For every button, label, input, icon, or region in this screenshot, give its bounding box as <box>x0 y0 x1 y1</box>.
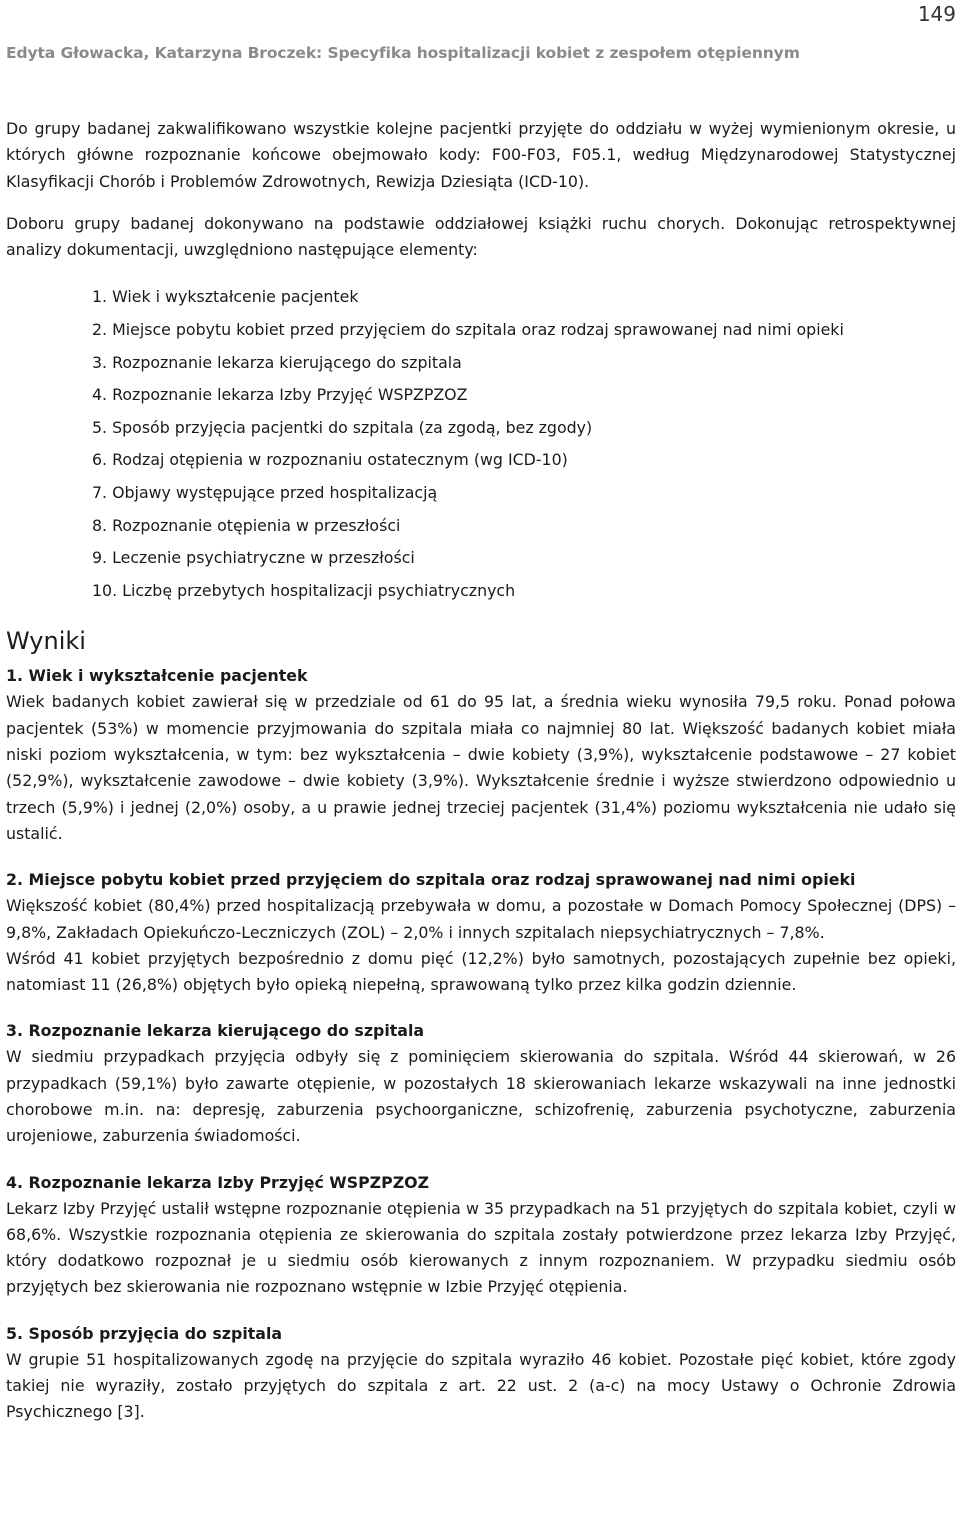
header-authors: Edyta Głowacka, Katarzyna Broczek: <box>6 44 323 62</box>
results-section-referral-diagnosis <box>6 1018 956 1149</box>
list-item: 8. Rozpoznanie otępienia w przeszłości <box>92 515 401 535</box>
list-item: 5. Sposób przyjęcia pacjentki do szpitala (za zgodą, bez zgody) <box>92 417 593 437</box>
analyzed-elements-list <box>6 281 956 607</box>
section-paragraph: Wiek badanych kobiet zawierał się w przedziale od 61 do 95 lat, a średnia wieku wynosiła 79,5 roku. Ponad połowa pacjentek (53%) w momencie przyjmowania do szpitala miała co najmniej 80 lat. Większość badanych kobiet miała niski poziom wykształcenia, w tym: bez wykształcenia – dwie kobiety (3,9%), wykształcenie podstawowe – 27 kobiet (52,9%), wykształcenie zawodowe – dwie kobiety (3,9%). Wykształcenie średnie i wyższe stwierdzono odpowiednio u trzech (5,9%) i jednej (2,0%) osoby, a u prawie jednej trzeciej pacjentek (31,4%) poziomu wykształcenia nie udało się ustalić. <box>6 692 956 843</box>
list-item: 9. Leczenie psychiatryczne w przeszłości <box>92 548 415 568</box>
list-item: 3. Rozpoznanie lekarza kierującego do szpitala <box>92 352 462 372</box>
section-paragraph: W siedmiu przypadkach przyjęcia odbyły się z pominięciem skierowania do szpitala. Wśród 44 skierowań, w 26 przypadkach (59,1%) było zawarte otępienie, w pozostałych 18 skierowaniach lekarze wskazywali na inne jednostki chorobowe m.in. na: depresję, zaburzenia psychoorganiczne, schizofrenię, zaburzenia psychotyczne, zaburzenia urojeniowe, zaburzenia świadomości. <box>6 1047 956 1146</box>
section-heading: 2. Miejsce pobytu kobiet przed przyjęciem do szpitala oraz rodzaj sprawowanej nad nimi opieki <box>6 870 856 890</box>
section-paragraph: W grupie 51 hospitalizowanych zgodę na przyjęcie do szpitala wyraziło 46 kobiet. Pozostałe pięć kobiet, które zgody takiej nie wyraziły, zostało przyjętych do szpitala z art. 22 ust. 2 (a-c) na mocy Ustawy o Ochronie Zdrowia Psychicznego [3]. <box>6 1349 956 1422</box>
list-item: 7. Objawy występujące przed hospitalizacją <box>92 483 438 503</box>
results-heading: Wyniki <box>6 627 86 656</box>
page-number: 149 <box>917 2 956 26</box>
results-section-age-education <box>6 663 956 847</box>
list-item: 6. Rodzaj otępienia w rozpoznaniu ostatecznym (wg ICD-10) <box>92 450 568 470</box>
article-body <box>6 116 956 1426</box>
section-heading: 1. Wiek i wykształcenie pacjentek <box>6 666 308 686</box>
list-item: 10. Liczbę przebytych hospitalizacji psychiatrycznych <box>92 580 516 600</box>
section-heading: 5. Sposób przyjęcia do szpitala <box>6 1323 283 1343</box>
list-item: 2. Miejsce pobytu kobiet przed przyjęciem do szpitala oraz rodzaj sprawowanej nad nimi opieki <box>92 320 844 340</box>
intro-paragraph: Do grupy badanej zakwalifikowano wszystkie kolejne pacjentki przyjęte do oddziału w wyżej wymienionym okresie, u których główne rozpoznanie końcowe obejmowało kody: F00-F03, F05.1, według Międzynarodowej Statystycznej Klasyfikacji Chorób i Problemów Zdrowotnych, Rewizja Dziesiąta (ICD-10). <box>6 119 956 191</box>
header-title: Specyfika hospitalizacji kobiet z zespołem otępiennym <box>327 44 800 62</box>
list-item: 4. Rozpoznanie lekarza Izby Przyjęć WSPZPZOZ <box>92 385 468 405</box>
section-paragraph: Lekarz Izby Przyjęć ustalił wstępne rozpoznanie otępienia w 35 przypadkach na 51 przyjętych do szpitala kobiet, czyli w 68,6%. Wszystkie rozpoznania otępienia ze skierowania do szpitala zostały potwierdzone przez lekarza Izby Przyjęć, który dodatkowo rozpoznał je u siedmiu osób kierowanych z innym rozpoznaniem. W przypadku siedmiu osób przyjętych bez skierowania nie rozpoznano wstępnie w Izbie Przyjęć otępienia. <box>6 1198 956 1297</box>
results-section-admission-mode <box>6 1321 956 1426</box>
running-header <box>6 44 800 62</box>
section-heading: 3. Rozpoznanie lekarza kierującego do szpitala <box>6 1021 425 1041</box>
intro-paragraph: Doboru grupy badanej dokonywano na podstawie oddziałowej książki ruchu chorych. Dokonując retrospektywnej analizy dokumentacji, uwzględniono następujące elementy: <box>6 213 956 260</box>
section-paragraph: Większość kobiet (80,4%) przed hospitalizacją przebywała w domu, a pozostałe w Domach Pomocy Społecznej (DPS) – 9,8%, Zakładach Opiekuńczo-Leczniczych (ZOL) – 2,0% i innych szpitalach niepsychiatrycznych – 7,8%. <box>6 896 956 942</box>
section-heading: 4. Rozpoznanie lekarza Izby Przyjęć WSPZPZOZ <box>6 1172 430 1192</box>
list-item: 1. Wiek i wykształcenie pacjentek <box>92 287 359 307</box>
section-paragraph: Wśród 41 kobiet przyjętych bezpośrednio z domu pięć (12,2%) było samotnych, pozostających zupełnie bez opieki, natomiast 11 (26,8%) objętych było opieką niepełną, sprawowaną tylko przez kilka godzin dziennie. <box>6 948 956 995</box>
results-section-admission-diagnosis <box>6 1170 956 1301</box>
results-section-residence-care <box>6 867 956 998</box>
